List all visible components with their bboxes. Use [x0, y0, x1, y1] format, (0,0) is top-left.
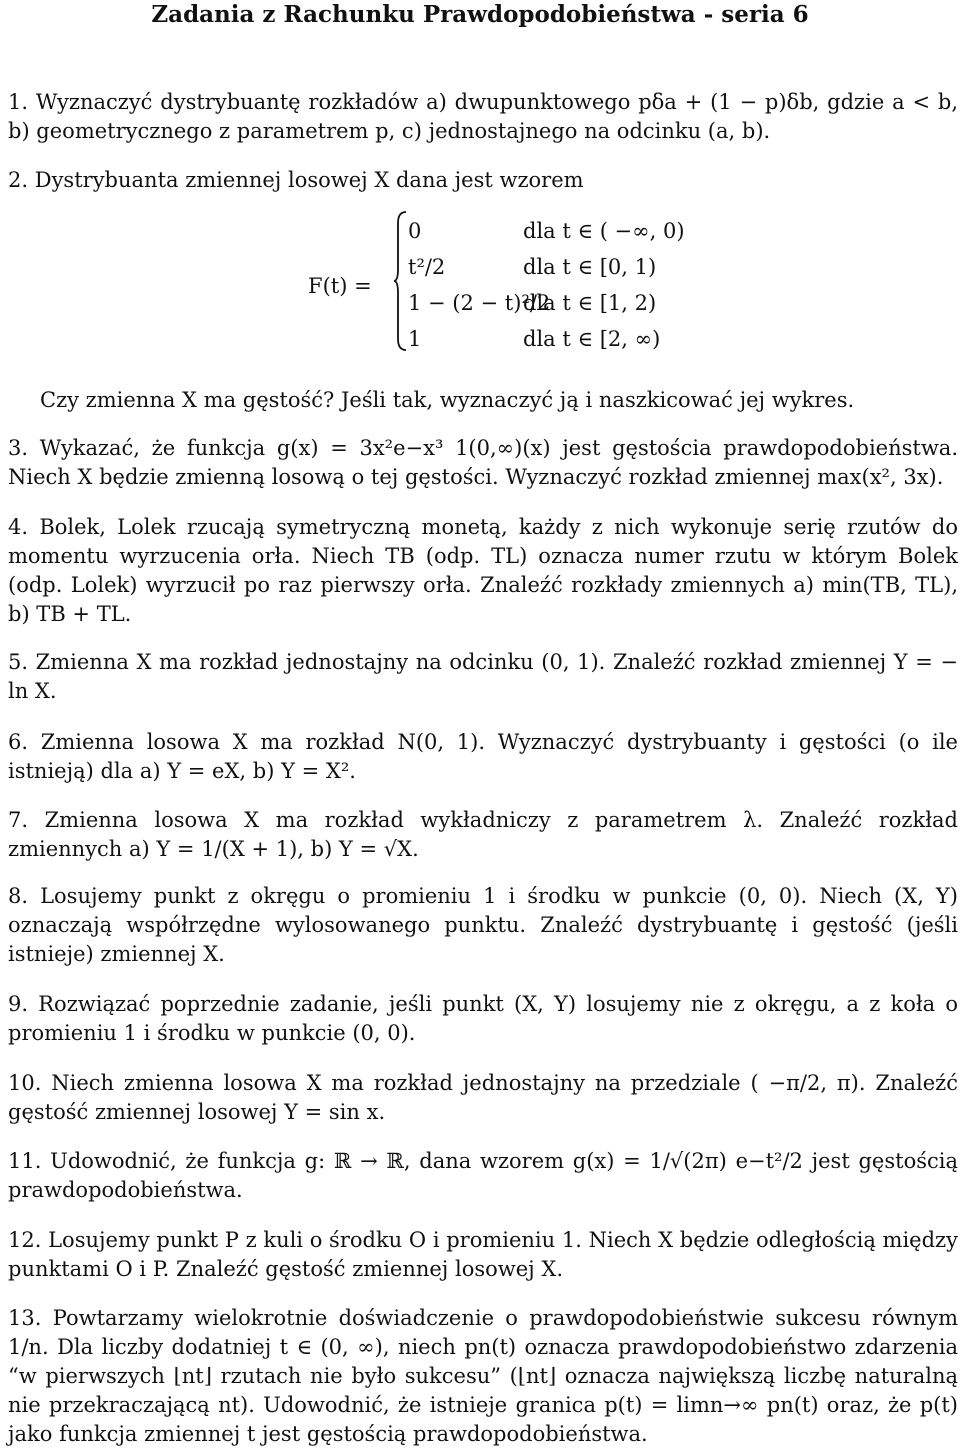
task-text: Losujemy punkt P z kuli o środku O i promieniu 1. Niech X będzie odległością między punktami O i P. Znaleźć gęstość zmiennej losowej X. [8, 1228, 958, 1281]
task-number: 5. [8, 650, 29, 674]
task-12 [8, 1226, 958, 1284]
task-text: Rozwiązać poprzednie zadanie, jeśli punkt (X, Y) losujemy nie z okręgu, a z koła o promieniu 1 i środku w punkcie (0, 0). [8, 992, 958, 1045]
case-value: t²/2 [408, 255, 446, 279]
left-brace [393, 211, 407, 351]
case-value: 1 [408, 327, 422, 351]
task-text: Wyznaczyć dystrybuantę rozkładów a) dwupunktowego pδa + (1 − p)δb, gdzie a < b, b) geometrycznego z parametrem p, c) jednostajnego na odcinku (a, b). [8, 90, 958, 143]
case-condition: dla t ∈ ( −∞, 0) [523, 219, 685, 243]
case-value: 1 − (2 − t)²/2 [408, 291, 551, 315]
task-text: Losujemy punkt z okręgu o promieniu 1 i środku w punkcie (0, 0). Niech (X, Y) oznaczają współrzędne wylosowanego punktu. Znaleźć dystrybuantę i gęstość (jeśli istnieje) zmiennej X. [8, 884, 958, 966]
task-7 [8, 806, 958, 864]
task-1 [8, 88, 958, 146]
task-2-question [40, 386, 958, 415]
task-number: 9. [8, 992, 29, 1016]
case-value: 0 [408, 219, 422, 243]
task-number: 8. [8, 884, 29, 908]
task-number: 4. [8, 515, 29, 539]
task-number: 11. [8, 1149, 42, 1173]
task-3 [8, 434, 958, 492]
task-text: Zmienna X ma rozkład jednostajny na odcinku (0, 1). Znaleźć rozkład zmiennej Y = − ln X. [8, 650, 958, 703]
case-condition: dla t ∈ [2, ∞) [523, 327, 661, 351]
task-number: 7. [8, 808, 29, 832]
task-number: 1. [8, 90, 29, 114]
task-13 [8, 1304, 958, 1449]
task-number: 6. [8, 730, 29, 754]
task-text: Niech zmienna losowa X ma rozkład jednostajny na przedziale ( −π/2, π). Znaleźć gęstość zmiennej losowej Y = sin x. [8, 1071, 958, 1124]
task-5 [8, 648, 958, 706]
page-title: Zadania z Rachunku Prawdopodobieństwa - seria 6 [151, 1, 809, 28]
task-number: 2. [8, 168, 29, 192]
task-number: 3. [8, 436, 29, 460]
task-10 [8, 1069, 958, 1127]
task-11 [8, 1147, 958, 1205]
task-text: Zmienna losowa X ma rozkład N(0, 1). Wyznaczyć dystrybuanty i gęstości (o ile istnieją) dla a) Y = eX, b) Y = X². [8, 730, 958, 783]
case-condition: dla t ∈ [0, 1) [523, 255, 657, 279]
formula-lhs: F(t) = [308, 274, 372, 298]
task-6 [8, 728, 958, 786]
task-text: Powtarzamy wielokrotnie doświadczenie o prawdopodobieństwie sukcesu równym 1/n. Dla liczby dodatniej t ∈ (0, ∞), niech pn(t) oznacza prawdopodobieństwo zdarzenia “w pierwszych ⌊nt⌋ rzutach nie było sukcesu” (⌊nt⌋ oznacza największą liczbę naturalną nie przekraczającą nt). Udowodnić, że istnieje granica p(t) = limn→∞ pn(t) oraz, że p(t) jako funkcja zmiennej t jest gęstością prawdopodobieństwa. [8, 1306, 958, 1446]
task-text: Udowodnić, że funkcja g: ℝ → ℝ, dana wzorem g(x) = 1/√(2π) e−t²/2 jest gęstością prawdopodobieństwa. [8, 1149, 958, 1202]
case-condition: dla t ∈ [1, 2) [523, 291, 657, 315]
task-text: Wykazać, że funkcja g(x) = 3x²e−x³ 1(0,∞)(x) jest gęstościa prawdopodobieństwa. Niech X będzie zmienną losową o tej gęstości. Wyznaczyć rozkład zmiennej max(x², 3x). [8, 436, 958, 489]
task-text: Czy zmienna X ma gęstość? Jeśli tak, wyznaczyć ją i naszkicować jej wykres. [40, 388, 855, 412]
task-text: Bolek, Lolek rzucają symetryczną monetą, każdy z nich wykonuje serię rzutów do momentu wyrzucenia orła. Niech TB (odp. TL) oznacza numer rzutu w którym Bolek (odp. Lolek) wyrzucił po raz pierwszy orła. Znaleźć rozkłady zmiennych a) min(TB, TL), b) TB + TL. [8, 515, 958, 626]
task-9 [8, 990, 958, 1048]
task-number: 10. [8, 1071, 42, 1095]
task-number: 12. [8, 1228, 42, 1252]
task-8 [8, 882, 958, 969]
task-2 [8, 166, 958, 195]
task-text: Zmienna losowa X ma rozkład wykładniczy z parametrem λ. Znaleźć rozkład zmiennych a) Y = 1/(X + 1), b) Y = √X. [8, 808, 958, 861]
task-4 [8, 513, 958, 629]
task-text: Dystrybuanta zmiennej losowej X dana jest wzorem [34, 168, 584, 192]
task-number: 13. [8, 1306, 42, 1330]
